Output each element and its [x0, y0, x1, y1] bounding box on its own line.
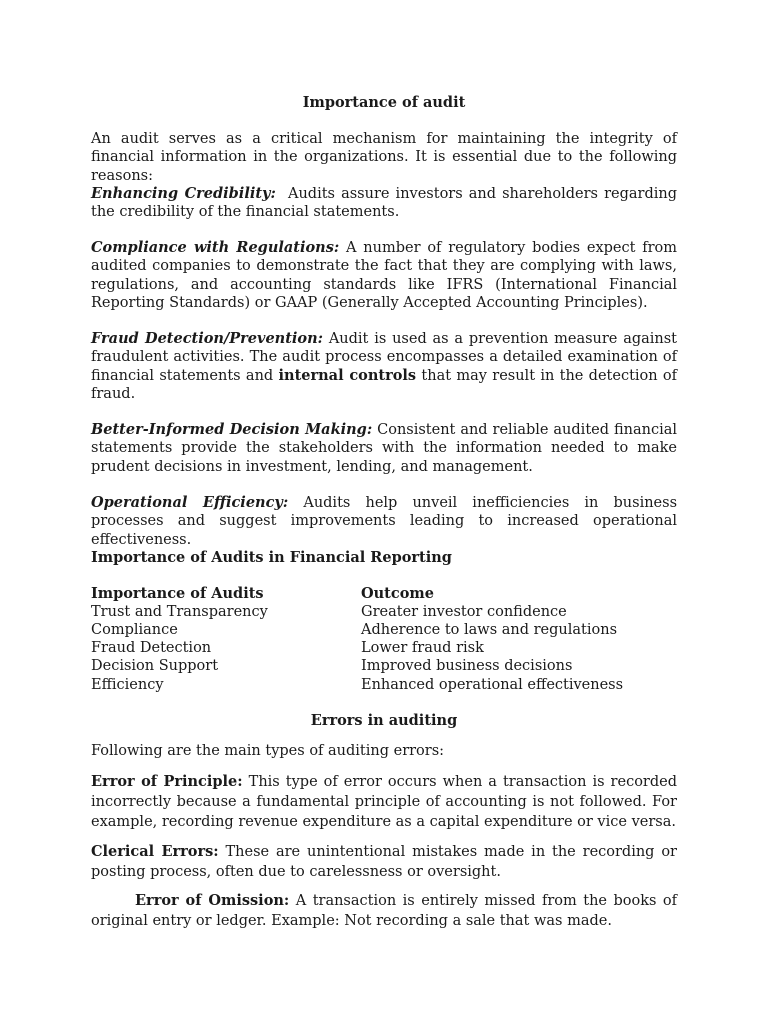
table-cell: Enhanced operational effectiveness [361, 677, 624, 693]
reason-heading: Enhancing Credibility: [91, 185, 276, 202]
table-cell: Lower fraud risk [361, 640, 484, 656]
table-title: Importance of Audits in Financial Reporting [91, 549, 452, 566]
reason-operational-efficiency [91, 494, 677, 549]
table-header-importance: Importance of Audits [91, 585, 264, 602]
error-of-omission [91, 891, 677, 931]
reason-heading: Operational Efficiency: [91, 494, 289, 511]
reason-decision-making [91, 421, 677, 476]
reason-fraud-detection [91, 330, 677, 403]
reason-text: that may result in the detection of fraud. [91, 367, 678, 402]
table-row [91, 621, 677, 639]
reason-text: Audits assure investors and shareholders regarding the credibility of the financial statements. [91, 186, 677, 221]
error-text: These are unintentional mistakes made in the recording or posting process, often due to carelessness or oversight. [91, 844, 677, 880]
page-title: Importance of audit [302, 94, 466, 111]
table-header-row [91, 585, 677, 603]
table-row [91, 657, 677, 675]
error-text: A transaction is entirely missed from the books of original entry or ledger. Example: Not recording a sale that was made. [91, 893, 678, 929]
error-of-principle [91, 772, 677, 832]
errors-title: Errors in auditing [310, 712, 458, 729]
table-cell: Greater investor confidence [361, 604, 567, 620]
error-heading: Error of Omission: [135, 892, 290, 909]
table-header-outcome: Outcome [361, 585, 434, 602]
table-row [91, 639, 677, 657]
error-text: This type of error occurs when a transaction is recorded incorrectly because a fundamental principle of accounting is not followed. For example, recording revenue expenditure as a capital expenditure or vice versa. [91, 774, 677, 830]
clerical-errors [91, 842, 677, 882]
table-cell: Improved business decisions [361, 658, 573, 674]
reason-text: A number of regulatory bodies expect from audited companies to demonstrate the fact that they are complying with laws, regulations, and accounting standards like IFRS (International Financial Reporting Standards) or GAAP (Generally Accepted Accounting Principles). [91, 240, 678, 311]
reason-text: Audit is used as a prevention measure against fraudulent activities. The audit process encompasses a detailed examination of financial statements and [91, 331, 678, 384]
intro-paragraph: An audit serves as a critical mechanism for maintaining the integrity of financial information in the organizations. It is essential due to the following reasons: [91, 131, 677, 184]
table-row [91, 676, 677, 694]
reason-enhancing-credibility [91, 185, 677, 222]
errors-intro: Following are the main types of auditing errors: [91, 743, 445, 759]
error-heading: Error of Principle: [91, 773, 243, 790]
table-row [91, 603, 677, 621]
error-heading: Clerical Errors: [91, 843, 219, 860]
bold-phrase-internal-controls: internal controls [278, 366, 417, 384]
table-cell: Adherence to laws and regulations [361, 622, 618, 638]
table-cell: Decision Support [91, 658, 219, 674]
table-cell: Efficiency [91, 677, 164, 693]
table-cell: Compliance [91, 622, 178, 638]
reason-text: Consistent and reliable audited financial statements provide the stakeholders with the information needed to make prudent decisions in investment, lending, and management. [91, 422, 677, 475]
reason-heading: Better-Informed Decision Making: [91, 421, 373, 438]
table-cell: Trust and Transparency [91, 604, 268, 620]
reason-heading: Compliance with Regulations: [91, 239, 340, 256]
table-cell: Fraud Detection [91, 640, 212, 656]
reason-compliance [91, 239, 677, 312]
reason-heading: Fraud Detection/Prevention: [91, 330, 324, 347]
reason-text: Audits help unveil inefficiencies in business processes and suggest improvements leading to increased operational effectiveness. [91, 495, 678, 548]
